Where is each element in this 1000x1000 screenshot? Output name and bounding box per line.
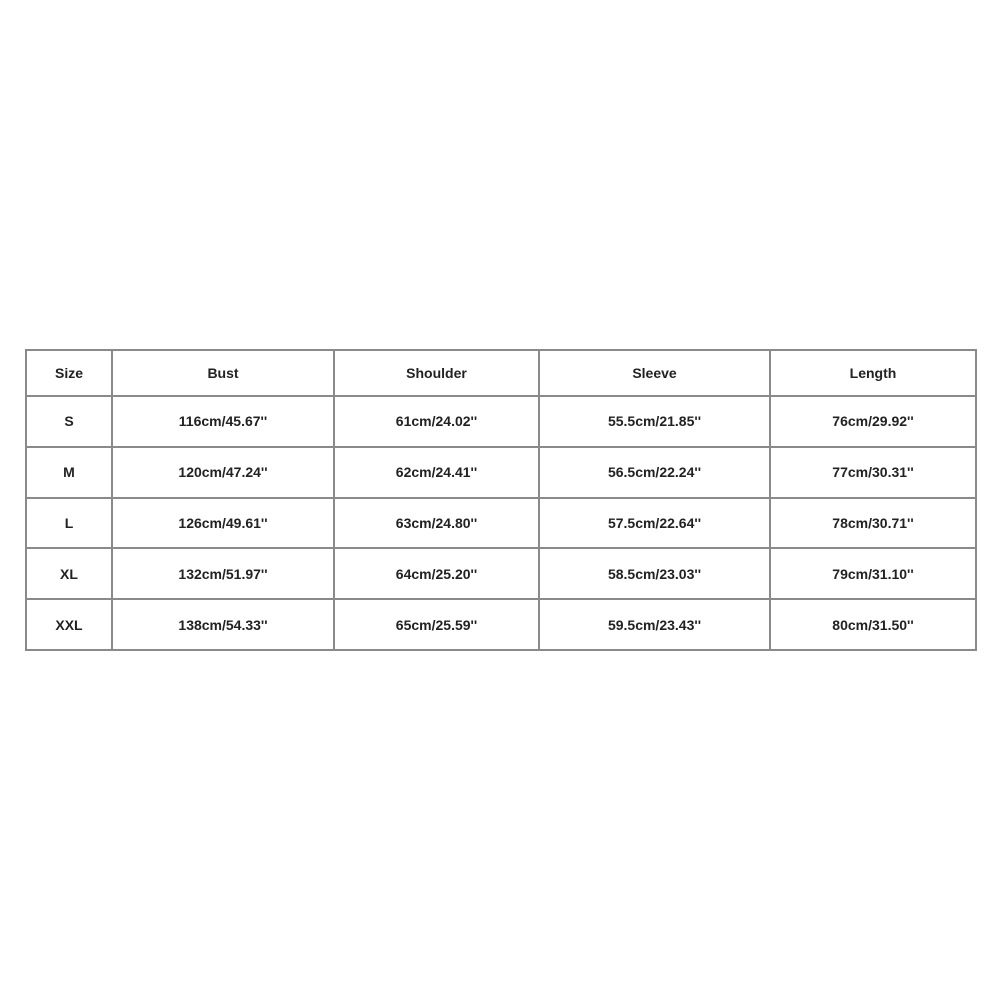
- cell-sleeve: 56.5cm/22.24'': [539, 447, 770, 498]
- cell-bust: 132cm/51.97'': [112, 548, 334, 599]
- cell-length: 80cm/31.50'': [770, 599, 976, 650]
- cell-size: L: [26, 498, 112, 549]
- cell-shoulder: 61cm/24.02'': [334, 396, 539, 447]
- header-size: Size: [26, 350, 112, 396]
- cell-bust: 138cm/54.33'': [112, 599, 334, 650]
- cell-length: 76cm/29.92'': [770, 396, 976, 447]
- table-row: [26, 396, 976, 447]
- cell-length: 77cm/30.31'': [770, 447, 976, 498]
- cell-shoulder: 63cm/24.80'': [334, 498, 539, 549]
- cell-shoulder: 64cm/25.20'': [334, 548, 539, 599]
- table-row: [26, 447, 976, 498]
- cell-bust: 120cm/47.24'': [112, 447, 334, 498]
- cell-length: 79cm/31.10'': [770, 548, 976, 599]
- cell-size: M: [26, 447, 112, 498]
- header-shoulder: Shoulder: [334, 350, 539, 396]
- cell-size: S: [26, 396, 112, 447]
- header-bust: Bust: [112, 350, 334, 396]
- cell-length: 78cm/30.71'': [770, 498, 976, 549]
- table-row: [26, 599, 976, 650]
- size-chart-table: [25, 349, 977, 651]
- cell-size: XXL: [26, 599, 112, 650]
- cell-sleeve: 57.5cm/22.64'': [539, 498, 770, 549]
- cell-shoulder: 65cm/25.59'': [334, 599, 539, 650]
- cell-sleeve: 55.5cm/21.85'': [539, 396, 770, 447]
- cell-sleeve: 58.5cm/23.03'': [539, 548, 770, 599]
- cell-size: XL: [26, 548, 112, 599]
- table-row: [26, 548, 976, 599]
- cell-shoulder: 62cm/24.41'': [334, 447, 539, 498]
- cell-bust: 116cm/45.67'': [112, 396, 334, 447]
- table-row: [26, 498, 976, 549]
- cell-sleeve: 59.5cm/23.43'': [539, 599, 770, 650]
- cell-bust: 126cm/49.61'': [112, 498, 334, 549]
- header-sleeve: Sleeve: [539, 350, 770, 396]
- header-length: Length: [770, 350, 976, 396]
- table-header-row: [26, 350, 976, 396]
